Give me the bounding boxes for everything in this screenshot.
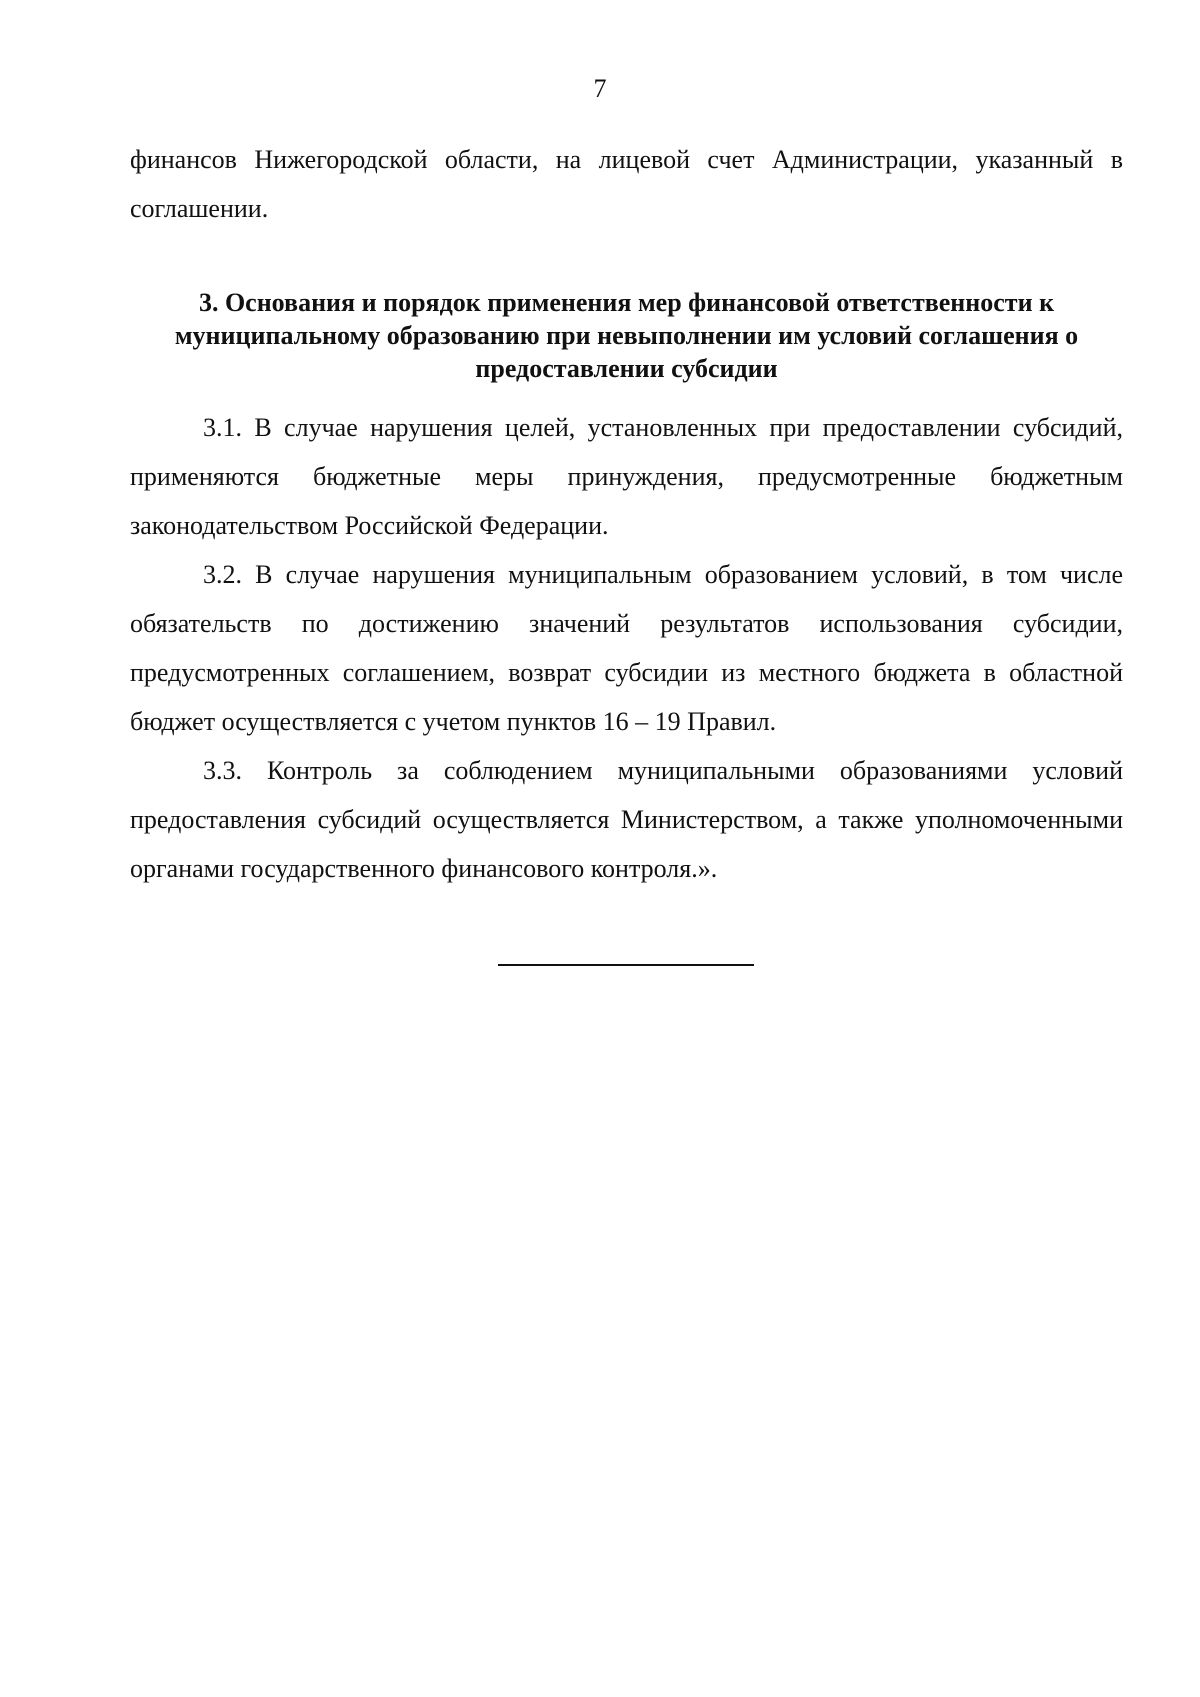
- intro-paragraph: финансов Нижегородской области, на лицевой счет Администрации, указанный в соглашении.: [130, 145, 1123, 223]
- clause-3-3: 3.3. Контроль за соблюдением муниципальными образованиями условий предоставления субсидий осуществляется Министерством, а также уполномоченными органами государственного финансового контроля.».: [130, 756, 1123, 883]
- document-body: [130, 135, 1123, 893]
- clause-3-1: 3.1. В случае нарушения целей, установленных при предоставлении субсидий, применяются бюджетные меры принуждения, предусмотренные бюджетным законодательством Российской Федерации.: [130, 413, 1123, 540]
- clause-3-2: 3.2. В случае нарушения муниципальным образованием условий, в том числе обязательств по достижению значений результатов использования субсидии, предусмотренных соглашением, возврат субсидии из местного бюджета в областной бюджет осуществляется с учетом пунктов 16 – 19 Правил.: [130, 560, 1123, 736]
- page-number: 7: [593, 74, 607, 103]
- section-heading: 3. Основания и порядок применения мер финансовой ответственности к муниципальному образованию при невыполнении им условий соглашения о предоставлении субсидии: [174, 288, 1079, 383]
- end-separator-line: [498, 964, 754, 966]
